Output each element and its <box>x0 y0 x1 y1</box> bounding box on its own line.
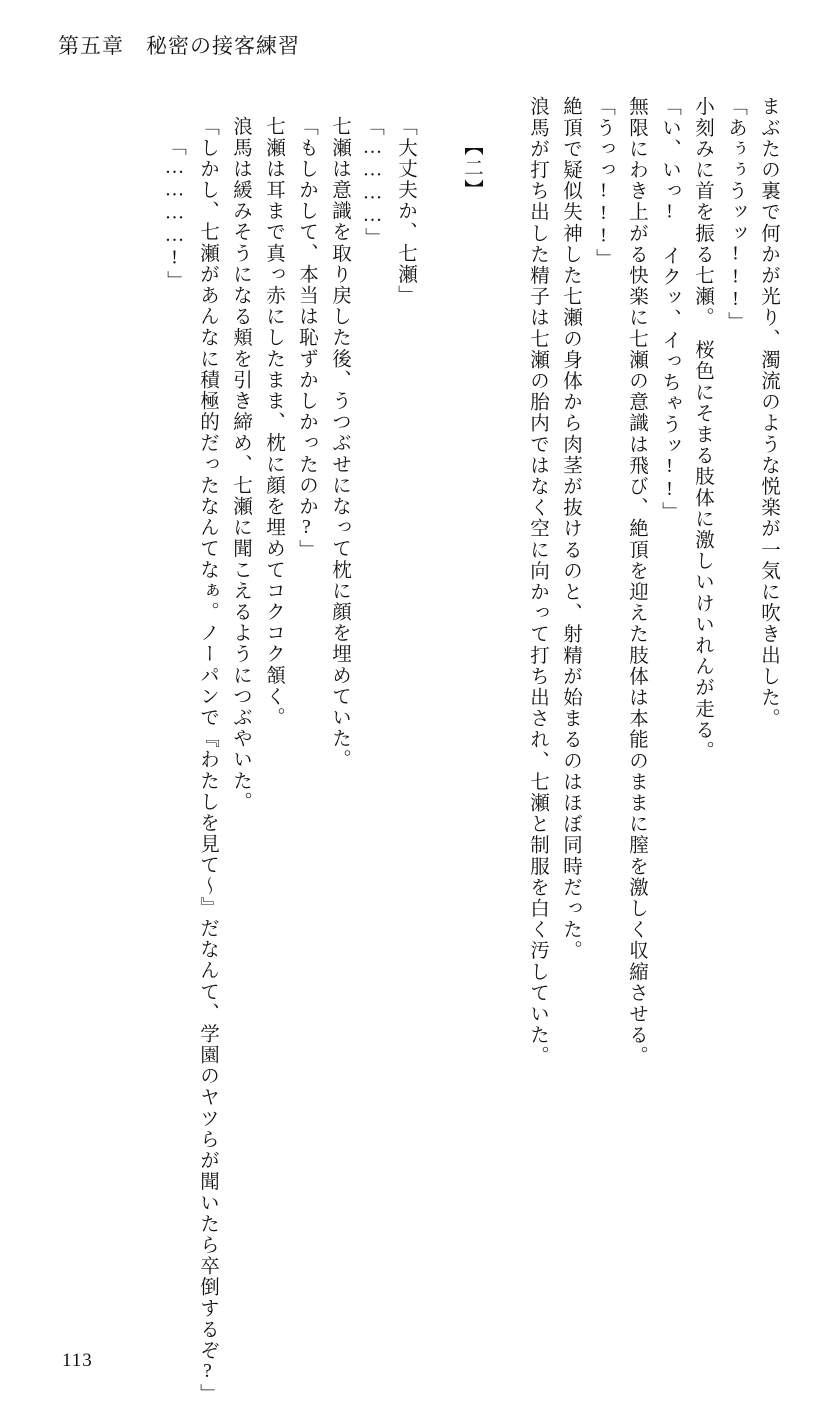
text-line: 「もしかして、本当は恥ずかしかったのか?」 <box>296 116 317 561</box>
text-line-blank <box>415 96 448 1286</box>
chapter-heading: 第五章 秘密の接客練習 <box>58 34 300 58</box>
text-line: 七瀬は耳まで真っ赤にしたまま、枕に顔を埋めてコクコク頷く。 <box>263 116 284 728</box>
text-line: 「しかし、七瀬があんなに積極的だったなんてなぁ。ノーパンで『わたしを見て〜』だなんて、学園のヤツらが聞いたら卒倒するぞ?」 <box>197 116 218 1405</box>
text-line: 「うっっ!!!」 <box>593 96 614 270</box>
text-line: 「…………!」 <box>164 136 185 292</box>
section-marker: 【二】 <box>461 136 482 201</box>
text-line: 無限にわき上がる快楽に七瀬の意識は飛び、絶頂を迎えた肢体は本能のままに膣を激しく収縮させる。 <box>626 96 647 1067</box>
text-line-blank <box>481 96 514 1286</box>
text-line: 小刻みに首を振る七瀬。 桜色にそまる肢体に激しいけいれんが走る。 <box>692 96 713 762</box>
text-line: 浪馬は緩みそうになる頬を引き締め、七瀬に聞こえるようにつぶやいた。 <box>230 116 251 813</box>
text-line: 浪馬が打ち出した精子は七瀬の胎内ではなく空に向かって打ち出され、七瀬と制服を白く汚していた。 <box>527 96 548 1067</box>
text-line: 絶頂で疑似失神した七瀬の身体から肉茎が抜けるのと、射精が始まるのはほぼ同時だった。 <box>560 96 581 962</box>
text-line: 「あぅぅうッッ!!!」 <box>725 96 746 333</box>
text-line: 「い、いっ! イクッ、イっちゃうッ!!」 <box>659 96 680 523</box>
text-line: まぶたの裏で何かが光り、濁流のような悦楽が一気に吹き出した。 <box>758 96 779 729</box>
text-line: 「大丈夫か、七瀬」 <box>395 116 416 306</box>
text-line: 「…………」 <box>362 116 383 249</box>
text-line: 七瀬は意識を取り戻した後、うつぶせになって枕に顔を埋めていた。 <box>329 116 350 771</box>
page-number: 113 <box>62 1350 93 1371</box>
